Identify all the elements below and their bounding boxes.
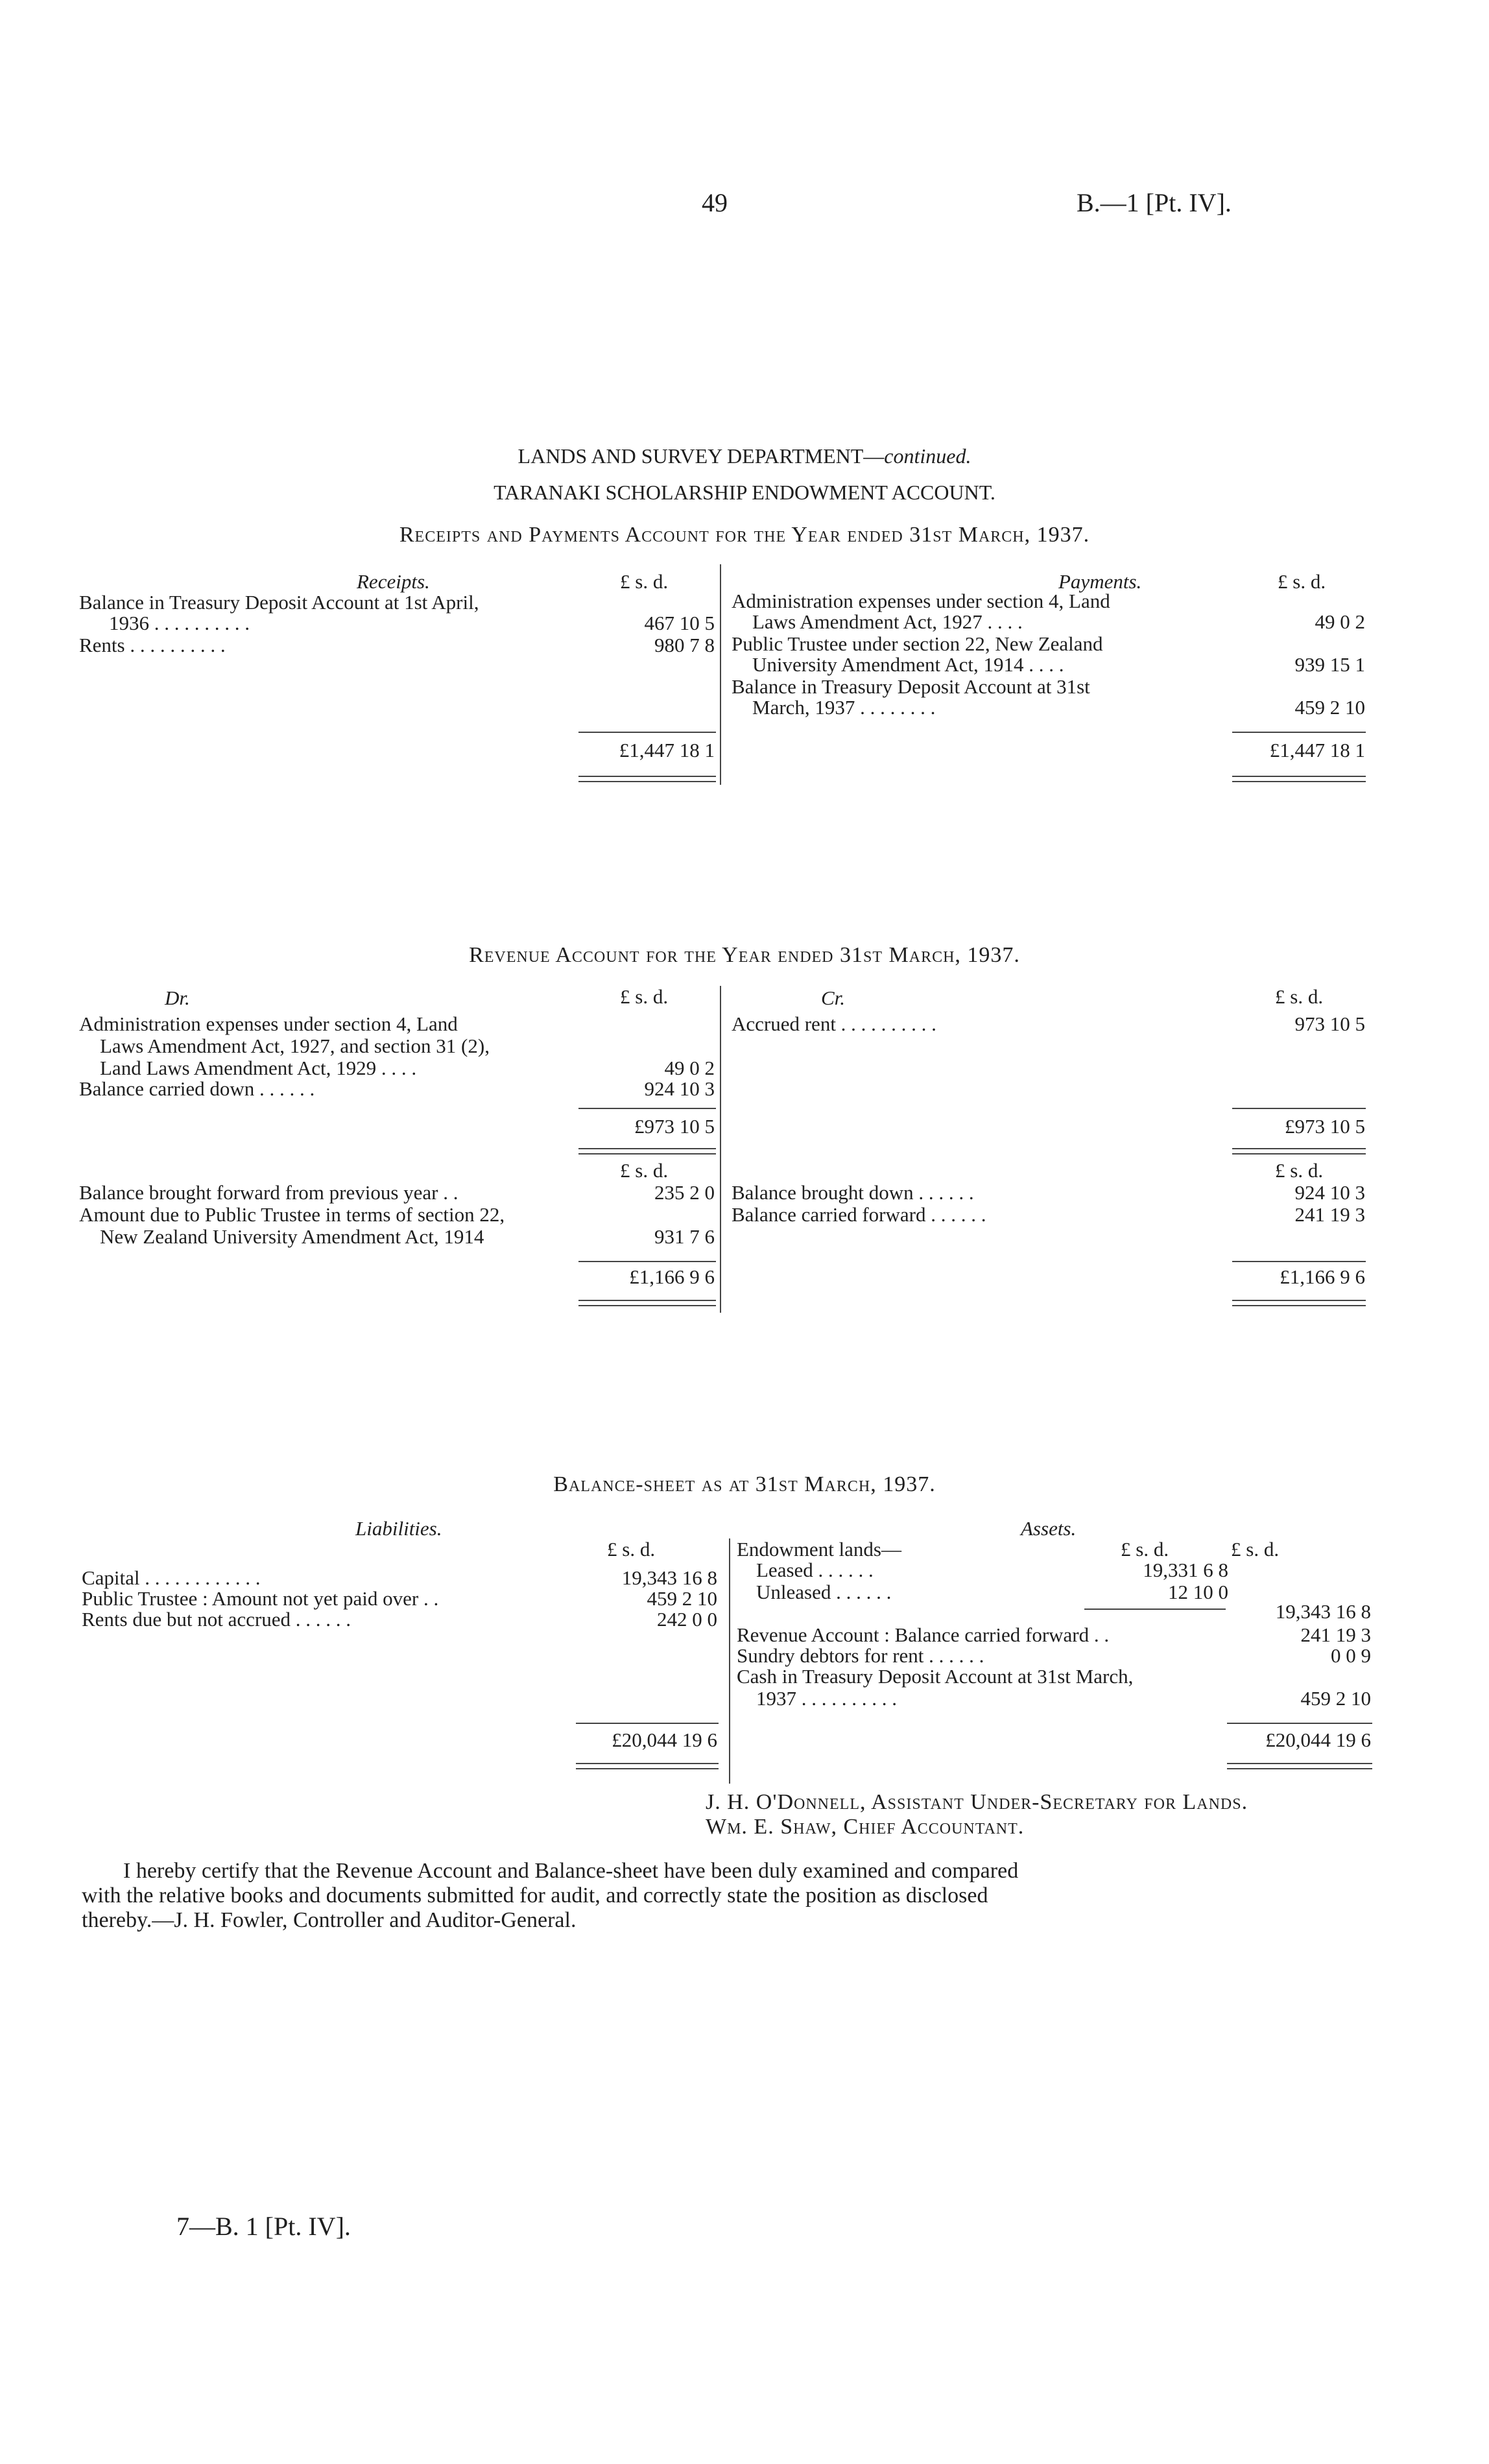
liabilities-heading: Liabilities. bbox=[355, 1517, 442, 1540]
rp-divider-left bbox=[720, 564, 721, 785]
dr2-row-2-amount: 931 7 6 bbox=[654, 1225, 715, 1248]
receipts-total-rule bbox=[578, 732, 716, 733]
asset-row-1-amount: 241 19 3 bbox=[1300, 1623, 1371, 1646]
payments-total-rule bbox=[1232, 732, 1366, 733]
dr2-currency-heading: £ s. d. bbox=[620, 1159, 669, 1182]
dr2-total-rule bbox=[578, 1261, 716, 1262]
cr-total: £973 10 5 bbox=[1285, 1115, 1365, 1138]
assets-sub-currency-heading: £ s. d. bbox=[1121, 1538, 1169, 1561]
payment-row-1-line2: Laws Amendment Act, 1927 . . . . bbox=[752, 610, 1023, 633]
asset-row-3-line2: 1937 . . . . . . . . . . bbox=[756, 1687, 897, 1710]
dr-row-2-amount: 924 10 3 bbox=[644, 1077, 715, 1100]
dr-row-1-amount: 49 0 2 bbox=[664, 1057, 715, 1079]
receipts-payments-title: Receipts and Payments Account for the Year ended 31st March, 1937. bbox=[399, 523, 1090, 547]
endowment-lands-label: Endowment lands— bbox=[737, 1538, 901, 1561]
assets-total: £20,044 19 6 bbox=[1265, 1728, 1371, 1751]
receipt-row-1-line2: 1936 . . . . . . . . . . bbox=[109, 612, 250, 634]
payments-heading: Payments. bbox=[1058, 570, 1142, 593]
certificate-line-2: with the relative books and documents submitted for audit, and correctly state the position as disclosed bbox=[82, 1884, 988, 1908]
payments-currency-heading: £ s. d. bbox=[1278, 570, 1326, 593]
leased-amount: 19,331 6 8 bbox=[1143, 1559, 1228, 1581]
liability-row-1-line1: Capital . . . . . . . . . . . . bbox=[82, 1566, 261, 1589]
cr2-total-rule bbox=[1232, 1261, 1366, 1262]
signature-line-2: Wm. E. Shaw, Chief Accountant. bbox=[706, 1815, 1025, 1839]
cr-total-double-rule bbox=[1232, 1148, 1366, 1154]
dr-row-2-line1: Balance carried down . . . . . . bbox=[79, 1077, 315, 1100]
dr2-row-2-line2: New Zealand University Amendment Act, 1914 bbox=[100, 1225, 484, 1248]
dr2-total-double-rule bbox=[578, 1300, 716, 1306]
revenue-title: Revenue Account for the Year ended 31st March, 1937. bbox=[469, 943, 1020, 967]
assets-total-double-rule bbox=[1227, 1763, 1372, 1769]
dr-heading: Dr. bbox=[165, 987, 190, 1009]
payment-row-3-amount: 459 2 10 bbox=[1294, 696, 1365, 719]
balance-sheet-divider bbox=[729, 1538, 730, 1784]
unleased-label: Unleased . . . . . . bbox=[756, 1581, 892, 1603]
payment-row-3-line2: March, 1937 . . . . . . . . bbox=[752, 696, 936, 719]
dr-total-double-rule bbox=[578, 1148, 716, 1154]
liabilities-total: £20,044 19 6 bbox=[612, 1728, 717, 1751]
endowment-total: 19,343 16 8 bbox=[1275, 1600, 1371, 1623]
signature-mark: 7—B. 1 [Pt. IV]. bbox=[176, 2212, 351, 2241]
liability-row-1-amount: 19,343 16 8 bbox=[621, 1566, 717, 1589]
asset-row-3-line1: Cash in Treasury Deposit Account at 31st March, bbox=[737, 1665, 1134, 1688]
cr-currency-heading: £ s. d. bbox=[1275, 985, 1324, 1008]
cr2-row-1-line1: Balance brought down . . . . . . bbox=[732, 1181, 974, 1204]
page-number: 49 bbox=[702, 188, 728, 217]
receipt-row-1-amount: 467 10 5 bbox=[644, 612, 715, 634]
balance-sheet-title: Balance-sheet as at 31st March, 1937. bbox=[553, 1472, 936, 1496]
assets-total-rule bbox=[1227, 1723, 1372, 1724]
cr2-row-1-amount: 924 10 3 bbox=[1294, 1181, 1365, 1204]
cr-row-1-line1: Accrued rent . . . . . . . . . . bbox=[732, 1012, 936, 1035]
liability-row-2-line1: Public Trustee : Amount not yet paid over . . bbox=[82, 1587, 439, 1610]
cr2-total: £1,166 9 6 bbox=[1280, 1265, 1365, 1288]
payments-total: £1,447 18 1 bbox=[1269, 739, 1365, 761]
dr2-total: £1,166 9 6 bbox=[629, 1265, 715, 1288]
leased-label: Leased . . . . . . bbox=[756, 1559, 874, 1581]
assets-currency-heading: £ s. d. bbox=[1231, 1538, 1280, 1561]
liabilities-total-double-rule bbox=[576, 1763, 719, 1769]
receipts-currency-heading: £ s. d. bbox=[620, 570, 669, 593]
account-title: TARANAKI SCHOLARSHIP ENDOWMENT ACCOUNT. bbox=[494, 481, 995, 504]
dr2-row-1-line1: Balance brought forward from previous year . . bbox=[79, 1181, 459, 1204]
dr2-row-2-line1: Amount due to Public Trustee in terms of section 22, bbox=[79, 1203, 505, 1226]
cr-row-1-amount: 973 10 5 bbox=[1294, 1012, 1365, 1035]
receipt-row-1-line1: Balance in Treasury Deposit Account at 1st April, bbox=[79, 591, 479, 614]
dr-currency-heading: £ s. d. bbox=[620, 985, 669, 1008]
dr-total-rule bbox=[578, 1108, 716, 1109]
dr-total: £973 10 5 bbox=[634, 1115, 715, 1138]
receipt-row-2-line1: Rents . . . . . . . . . . bbox=[79, 634, 226, 656]
payment-row-2-line2: University Amendment Act, 1914 . . . . bbox=[752, 653, 1064, 676]
cr2-total-double-rule bbox=[1232, 1300, 1366, 1306]
cr-total-rule bbox=[1232, 1108, 1366, 1109]
asset-row-1-line1: Revenue Account : Balance carried forward . . bbox=[737, 1623, 1110, 1646]
asset-row-2-line1: Sundry debtors for rent . . . . . . bbox=[737, 1644, 984, 1667]
receipts-total-double-rule bbox=[578, 776, 716, 782]
liability-row-3-line1: Rents due but not accrued . . . . . . bbox=[82, 1608, 351, 1631]
unleased-amount: 12 10 0 bbox=[1168, 1581, 1228, 1603]
liabilities-currency-heading: £ s. d. bbox=[607, 1538, 656, 1561]
endowment-subtotal-rule bbox=[1084, 1609, 1226, 1610]
receipt-row-2-amount: 980 7 8 bbox=[654, 634, 715, 656]
cr-heading: Cr. bbox=[821, 987, 846, 1009]
certificate-line-3: thereby.—J. H. Fowler, Controller and Auditor-General. bbox=[82, 1908, 577, 1932]
asset-row-2-amount: 0 0 9 bbox=[1331, 1644, 1371, 1667]
cr2-currency-heading: £ s. d. bbox=[1275, 1159, 1324, 1182]
payment-row-2-line1: Public Trustee under section 22, New Zealand bbox=[732, 632, 1103, 655]
asset-row-3-amount: 459 2 10 bbox=[1300, 1687, 1371, 1710]
payment-row-1-line1: Administration expenses under section 4, Land bbox=[732, 590, 1110, 612]
dr-row-1-line2: Laws Amendment Act, 1927, and section 31 (2), bbox=[100, 1035, 490, 1057]
department-title bbox=[0, 445, 1489, 467]
revenue-divider bbox=[720, 986, 721, 1313]
certificate-line-1: I hereby certify that the Revenue Account and Balance-sheet have been duly examined and compared bbox=[123, 1859, 1019, 1883]
liability-row-3-amount: 242 0 0 bbox=[657, 1608, 717, 1631]
receipts-heading: Receipts. bbox=[357, 570, 430, 593]
cr2-row-2-line1: Balance carried forward . . . . . . bbox=[732, 1203, 986, 1226]
dr-row-1-line3: Land Laws Amendment Act, 1929 . . . . bbox=[100, 1057, 417, 1079]
page-reference: B.—1 [Pt. IV]. bbox=[1077, 188, 1232, 217]
liability-row-2-amount: 459 2 10 bbox=[647, 1587, 717, 1610]
payments-total-double-rule bbox=[1232, 776, 1366, 782]
signature-line-1: J. H. O'Donnell, Assistant Under-Secretary for Lands. bbox=[706, 1790, 1248, 1814]
liabilities-total-rule bbox=[576, 1723, 719, 1724]
department-continued: continued. bbox=[884, 444, 971, 468]
payment-row-1-amount: 49 0 2 bbox=[1315, 610, 1365, 633]
receipts-total: £1,447 18 1 bbox=[619, 739, 715, 761]
assets-heading: Assets. bbox=[1021, 1517, 1077, 1540]
payment-row-2-amount: 939 15 1 bbox=[1294, 653, 1365, 676]
dr-row-1-line1: Administration expenses under section 4, Land bbox=[79, 1012, 458, 1035]
cr2-row-2-amount: 241 19 3 bbox=[1294, 1203, 1365, 1226]
payment-row-3-line1: Balance in Treasury Deposit Account at 31st bbox=[732, 675, 1090, 698]
department-text: LANDS AND SURVEY DEPARTMENT— bbox=[518, 444, 885, 468]
dr2-row-1-amount: 235 2 0 bbox=[654, 1181, 715, 1204]
